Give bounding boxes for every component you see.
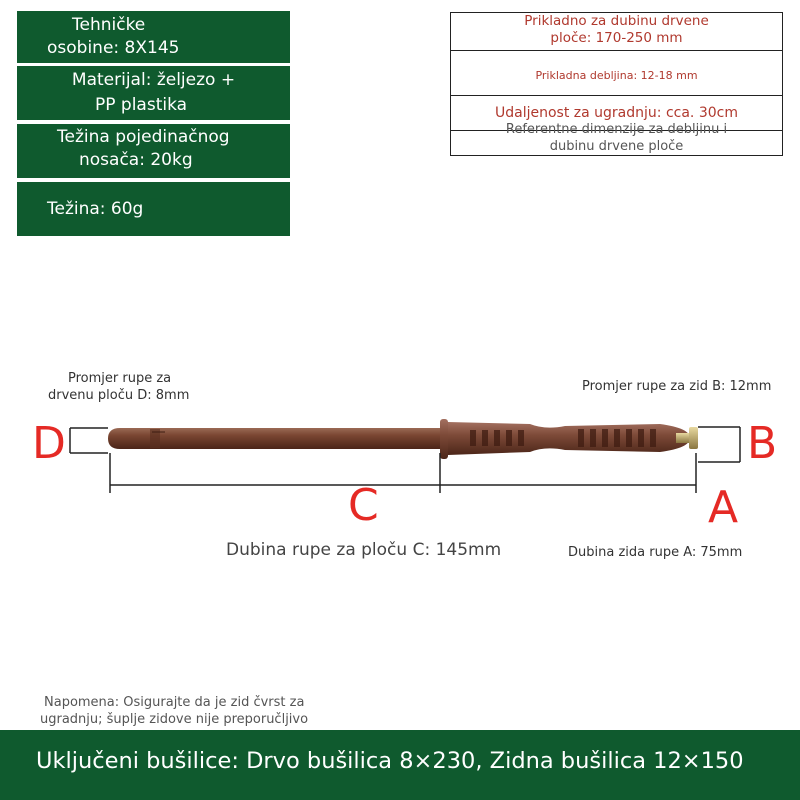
dimension-d-lines [70,428,108,453]
letter-c: C [348,480,379,531]
spec-features-line1: Tehničke [72,15,146,35]
label-d-line2: drvenu ploču D: 8mm [48,388,190,403]
rod-wood-section [108,428,440,449]
installation-note-line1: Napomena: Osigurajte da je zid čvrst za [44,695,305,710]
letter-a: A [708,482,739,533]
label-c-depth: Dubina rupe za ploču C: 145mm [226,540,502,560]
letter-b: B [747,418,778,469]
rod-nut [689,427,698,449]
included-drills-banner [0,730,800,800]
reference-row-dimensions-line1: Referentne dimenzije za debljinu i [505,122,728,137]
reference-row-depth-line1: Prikladno za dubinu drvene [524,13,709,29]
spec-load-line2: nosača: 20kg [79,150,193,170]
spec-material-line2: PP plastika [95,95,188,115]
rod-wall-sleeve [448,422,690,455]
reference-row-dimensions-line2: dubinu drvene ploče [549,139,684,154]
label-d-diameter [48,370,189,404]
label-b-diameter: Promjer rupe za zid B: 12mm [582,379,772,394]
reference-row-thickness-text: Prikladna debljina: 12-18 mm [535,69,698,82]
spec-material-line1: Materijal: željezo + [71,70,236,90]
installation-note [40,694,308,728]
dimension-ca-lines [110,453,696,493]
spec-weight-line: Težina: 60g [47,199,144,219]
spec-features-line2: osobine: 8X145 [47,38,180,58]
included-drills-text: Uključeni bušilice: Drvo bušilica 8×230, Zidna bušilica 12×150 [36,748,744,774]
installation-note-line2: ugradnju; šuplje zidove nije preporučljivo [40,712,309,727]
label-d-line1: Promjer rupe za [68,371,172,386]
dimension-b-lines [698,427,740,462]
rod-collar [440,419,448,459]
letter-d: D [32,418,66,469]
spec-load-line1: Težina pojedinačnog [57,127,230,147]
reference-row-depth-line2: ploče: 170-250 mm [550,30,683,46]
reference-row-spacing-text: Udaljenost za ugradnju: cca. 30cm [495,105,738,121]
label-a-depth: Dubina zida rupe A: 75mm [568,545,743,560]
